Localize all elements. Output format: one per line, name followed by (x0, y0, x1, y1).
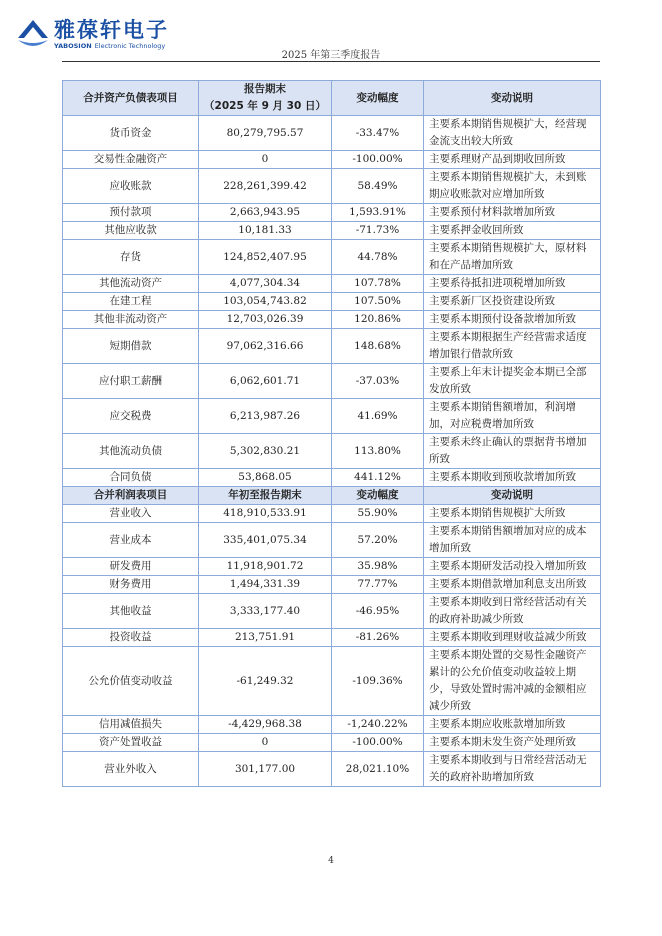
row-item: 其他收益 (63, 594, 199, 629)
row-item: 其他应收款 (63, 222, 199, 240)
row-change: 120.86% (332, 311, 424, 329)
row-change: 107.50% (332, 293, 424, 311)
company-brand-en: YABOSION (54, 42, 92, 50)
row-change: 35.98% (332, 558, 424, 576)
row-value: 418,910,533.91 (199, 505, 332, 523)
row-change: 55.90% (332, 505, 424, 523)
balance-period-header-line2: （2025 年 9 月 30 日） (204, 100, 326, 112)
row-item: 合同负债 (63, 469, 199, 487)
table-row (63, 329, 601, 364)
row-item: 其他非流动资产 (63, 311, 199, 329)
row-item: 货币资金 (63, 116, 199, 151)
table-row (63, 204, 601, 222)
row-reason: 主要系本期收到日常经营活动有关的政府补助减少所致 (424, 594, 601, 629)
row-change: 77.77% (332, 576, 424, 594)
table-row (63, 222, 601, 240)
row-value: 0 (199, 151, 332, 169)
row-change: 57.20% (332, 523, 424, 558)
income-reason-header: 变动说明 (424, 487, 601, 505)
table-row (63, 399, 601, 434)
row-item: 短期借款 (63, 329, 199, 364)
row-value: 53,868.05 (199, 469, 332, 487)
row-value: 5,302,830.21 (199, 434, 332, 469)
row-item: 应付职工薪酬 (63, 364, 199, 399)
row-item: 其他流动负债 (63, 434, 199, 469)
company-tagline-en: Electronic Technology (94, 42, 166, 50)
table-row (63, 364, 601, 399)
row-value: 301,177.00 (199, 752, 332, 787)
row-change: -33.47% (332, 116, 424, 151)
balance-sheet-rows (63, 116, 601, 487)
row-change: -46.95% (332, 594, 424, 629)
row-value: 6,062,601.71 (199, 364, 332, 399)
row-reason: 主要系本期收到理财收益减少所致 (424, 629, 601, 647)
logo-emblem-icon (16, 16, 50, 50)
report-title: 2025 年第三季度报告 (281, 50, 381, 61)
row-reason: 主要系本期收到与日常经营活动无关的政府补助增加所致 (424, 752, 601, 787)
balance-reason-header: 变动说明 (424, 81, 601, 116)
row-reason: 主要系本期销售规模扩大，原材料和在产品增加所致 (424, 240, 601, 275)
row-item: 资产处置收益 (63, 734, 199, 752)
row-item: 公允价值变动收益 (63, 647, 199, 716)
row-change: -81.26% (332, 629, 424, 647)
table-row (63, 275, 601, 293)
row-value: 12,703,026.39 (199, 311, 332, 329)
balance-period-header-line1: 报告期末 (244, 83, 286, 95)
row-value: 6,213,987.26 (199, 399, 332, 434)
row-change: 41.69% (332, 399, 424, 434)
row-value: 3,333,177.40 (199, 594, 332, 629)
table-row (63, 151, 601, 169)
row-value: 10,181.33 (199, 222, 332, 240)
company-name-cn: 雅葆轩电子 (54, 18, 169, 42)
row-reason: 主要系本期研发活动投入增加所致 (424, 558, 601, 576)
table-row (63, 576, 601, 594)
row-reason: 主要系本期销售规模扩大所致 (424, 505, 601, 523)
financial-changes-table (62, 80, 601, 787)
balance-period-header (199, 81, 332, 116)
income-statement-header-row (63, 487, 601, 505)
row-item: 研发费用 (63, 558, 199, 576)
row-reason: 主要系理财产品到期收回所致 (424, 151, 601, 169)
row-reason: 主要系本期借款增加利息支出所致 (424, 576, 601, 594)
row-value: -4,429,968.38 (199, 716, 332, 734)
table-row (63, 752, 601, 787)
row-change: 107.78% (332, 275, 424, 293)
row-change: 44.78% (332, 240, 424, 275)
table-row (63, 311, 601, 329)
row-item: 营业成本 (63, 523, 199, 558)
row-reason: 主要系本期处置的交易性金融资产累计的公允价值变动收益较上期少，导致处置时需冲减的金额相应减少所致 (424, 647, 601, 716)
row-change: -109.36% (332, 647, 424, 716)
row-reason: 主要系本期销售额增加对应的成本增加所致 (424, 523, 601, 558)
table-row (63, 629, 601, 647)
row-reason: 主要系本期销售规模扩大，经营现金流支出较大所致 (424, 116, 601, 151)
row-change: -1,240.22% (332, 716, 424, 734)
table-row (63, 434, 601, 469)
balance-sheet-header-row (63, 81, 601, 116)
row-value: 11,918,901.72 (199, 558, 332, 576)
row-item: 应收账款 (63, 169, 199, 204)
row-reason: 主要系未终止确认的票据背书增加所致 (424, 434, 601, 469)
income-period-header: 年初至报告期末 (199, 487, 332, 505)
income-change-header: 变动幅度 (332, 487, 424, 505)
row-item: 财务费用 (63, 576, 199, 594)
table-row (63, 293, 601, 311)
row-item: 其他流动资产 (63, 275, 199, 293)
row-value: 228,261,399.42 (199, 169, 332, 204)
row-reason: 主要系本期销售额增加，利润增加，对应税费增加所致 (424, 399, 601, 434)
row-value: -61,249.32 (199, 647, 332, 716)
row-value: 2,663,943.95 (199, 204, 332, 222)
row-reason: 主要系预付材料款增加所致 (424, 204, 601, 222)
row-value: 0 (199, 734, 332, 752)
table-row (63, 647, 601, 716)
table-row (63, 734, 601, 752)
row-change: -71.73% (332, 222, 424, 240)
row-change: 1,593.91% (332, 204, 424, 222)
income-item-header: 合并利润表项目 (63, 487, 199, 505)
row-value: 4,077,304.34 (199, 275, 332, 293)
row-value: 80,279,795.57 (199, 116, 332, 151)
header-divider (62, 61, 600, 62)
row-value: 213,751.91 (199, 629, 332, 647)
table-row (63, 594, 601, 629)
row-reason: 主要系上年末计提奖金本期已全部发放所致 (424, 364, 601, 399)
row-item: 在建工程 (63, 293, 199, 311)
row-reason: 主要系新厂区投资建设所致 (424, 293, 601, 311)
page-number: 4 (328, 856, 334, 866)
row-change: -100.00% (332, 151, 424, 169)
row-change: 113.80% (332, 434, 424, 469)
row-value: 335,401,075.34 (199, 523, 332, 558)
row-reason: 主要系本期收到预收款增加所致 (424, 469, 601, 487)
table-row (63, 240, 601, 275)
balance-item-header: 合并资产负债表项目 (63, 81, 199, 116)
row-value: 1,494,331.39 (199, 576, 332, 594)
row-item: 投资收益 (63, 629, 199, 647)
row-item: 预付款项 (63, 204, 199, 222)
row-reason: 主要系本期应收账款增加所致 (424, 716, 601, 734)
row-reason: 主要系本期销售规模扩大，未到账期应收账款对应增加所致 (424, 169, 601, 204)
table-row (63, 469, 601, 487)
row-value: 124,852,407.95 (199, 240, 332, 275)
row-item: 交易性金融资产 (63, 151, 199, 169)
balance-change-header: 变动幅度 (332, 81, 424, 116)
row-reason: 主要系本期根据生产经营需求适度增加银行借款所致 (424, 329, 601, 364)
row-reason: 主要系待抵扣进项税增加所致 (424, 275, 601, 293)
row-change: 28,021.10% (332, 752, 424, 787)
row-change: 58.49% (332, 169, 424, 204)
row-reason: 主要系本期未发生资产处理所致 (424, 734, 601, 752)
row-item: 应交税费 (63, 399, 199, 434)
table-row (63, 558, 601, 576)
row-change: 148.68% (332, 329, 424, 364)
row-item: 营业外收入 (63, 752, 199, 787)
table-row (63, 505, 601, 523)
row-change: -100.00% (332, 734, 424, 752)
row-value: 97,062,316.66 (199, 329, 332, 364)
row-item: 存货 (63, 240, 199, 275)
table-row (63, 169, 601, 204)
table-row (63, 523, 601, 558)
table-row (63, 116, 601, 151)
table-row (63, 716, 601, 734)
row-item: 营业收入 (63, 505, 199, 523)
row-change: -37.03% (332, 364, 424, 399)
row-reason: 主要系押金收回所致 (424, 222, 601, 240)
income-statement-rows (63, 487, 601, 787)
row-change: 441.12% (332, 469, 424, 487)
row-item: 信用减值损失 (63, 716, 199, 734)
row-value: 103,054,743.82 (199, 293, 332, 311)
row-reason: 主要系本期预付设备款增加所致 (424, 311, 601, 329)
